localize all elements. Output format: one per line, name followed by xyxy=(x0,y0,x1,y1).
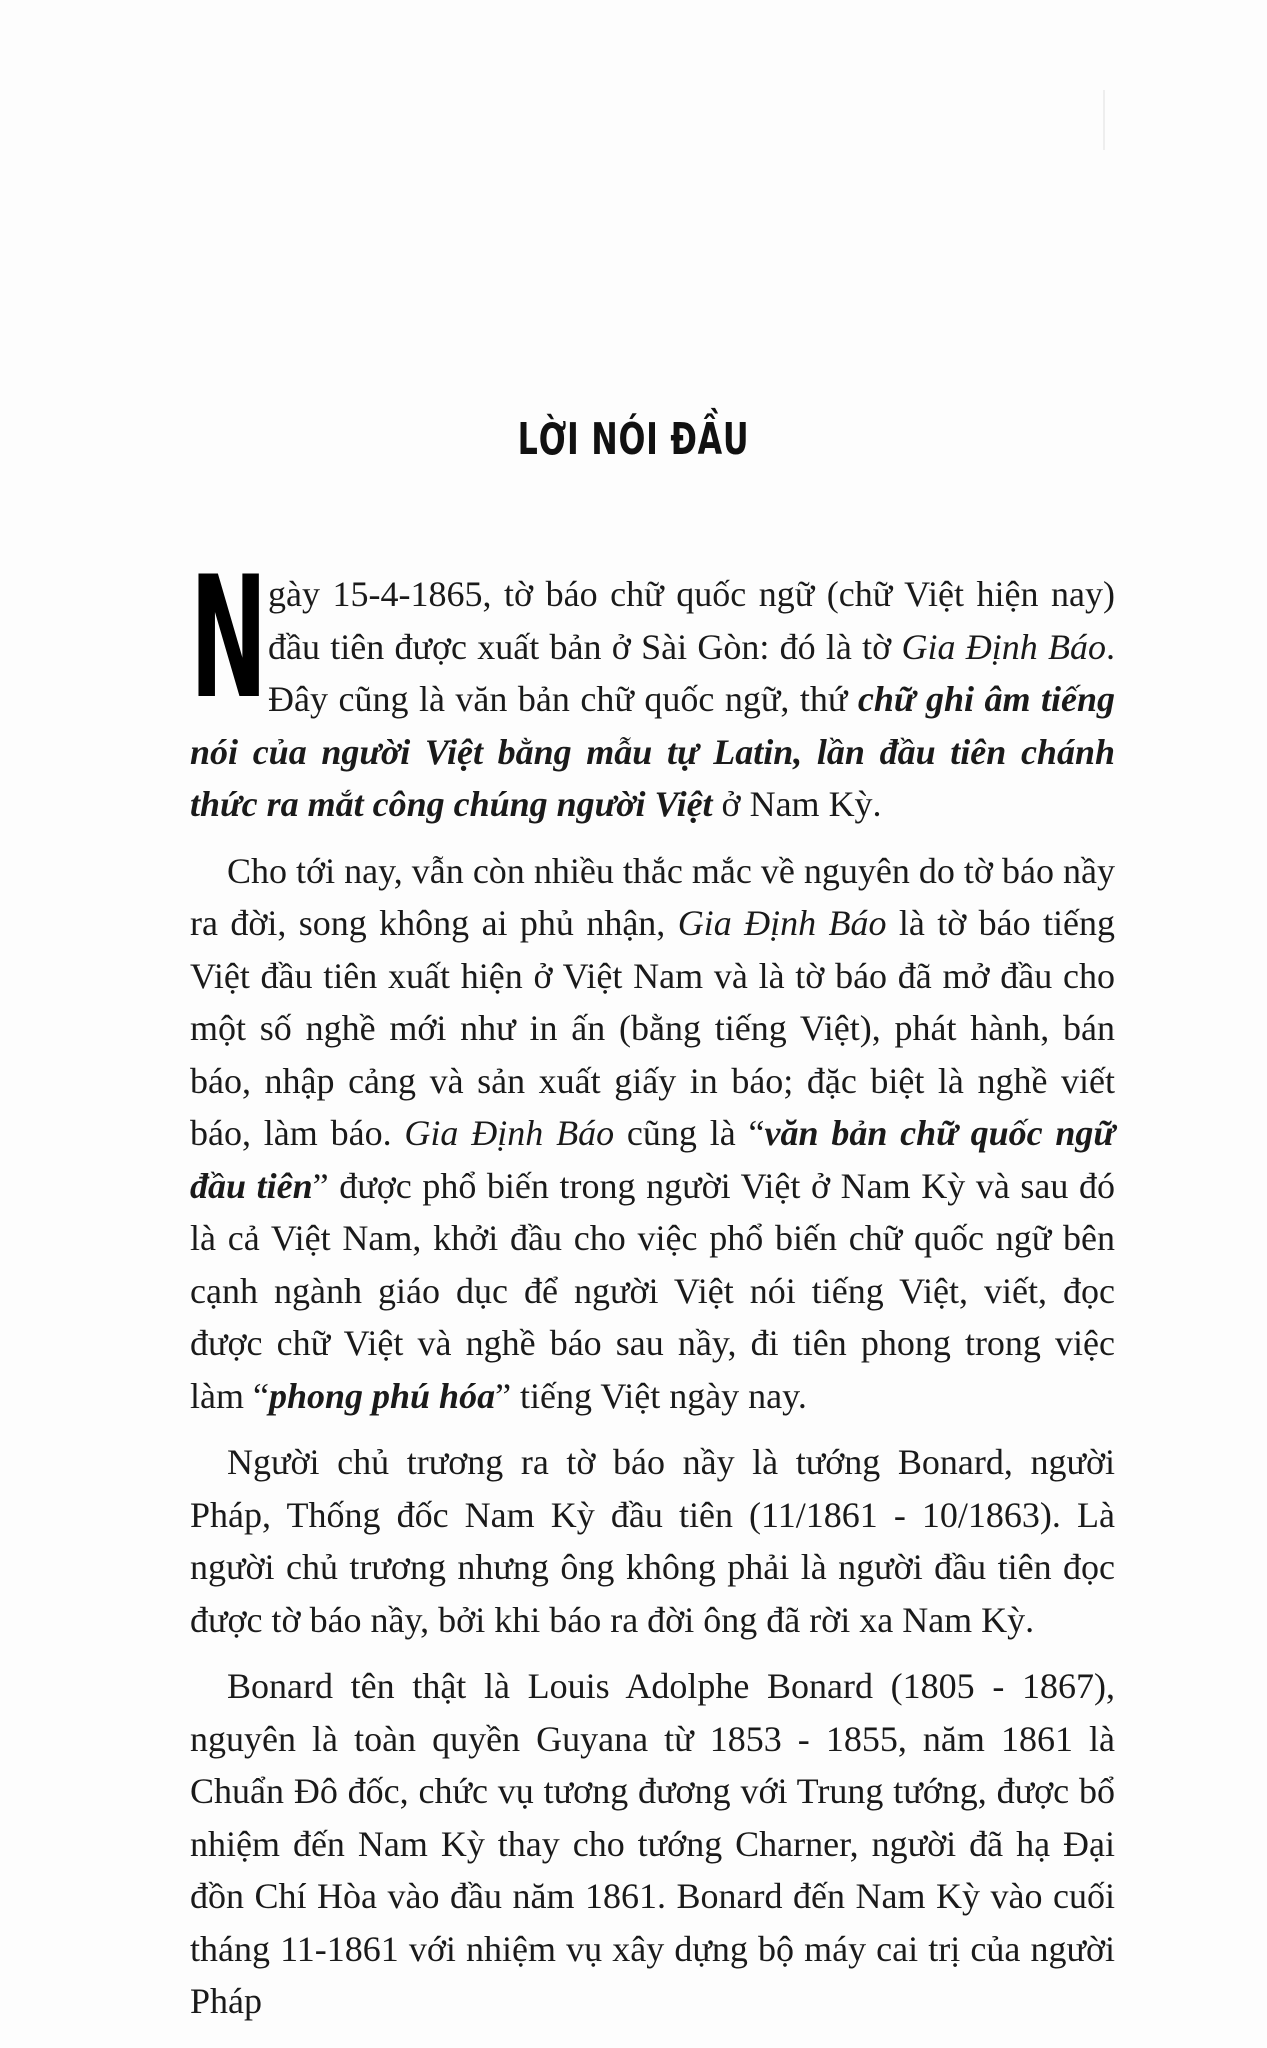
text-run: Bonard tên thật là Louis Adolphe Bonard (1805 - 1867), nguyên là toàn quyền Guyana từ 1853 - 1855, năm 1861 là Chuẩn Đô đốc, chức vụ tương đương với Trung tướng, được bổ nhiệm đến Nam Kỳ thay cho tướng Charner, người đã hạ Đại đồn Chí Hòa vào đầu năm 1861. Bonard đến Nam Kỳ vào cuối tháng 11-1861 với nhiệm vụ xây dựng bộ máy cai trị của người Pháp xyxy=(190,1666,1115,2021)
paragraph-2 xyxy=(190,845,1115,1423)
italic-title: Gia Định Báo xyxy=(901,626,1106,667)
emphasis-text: phong phú hóa xyxy=(268,1375,496,1416)
emphasis-text: chữ ghi âm tiếng nói của người Việt bằng mẫu tự Latin, lần đầu tiên chánh thức ra mắt công chúng người Việt xyxy=(190,679,1115,824)
text-run: là tờ báo tiếng Việt đầu tiên xuất hiện ở Việt Nam và là tờ báo đã mở đầu cho một số nghề mới như in ấn (bằng tiếng Việt), phát hành, bán báo, nhập cảng và sản xuất giấy in báo; đặc biệt là nghề viết báo, làm báo. xyxy=(190,903,1115,1153)
header-rule xyxy=(1103,90,1105,150)
body-text xyxy=(190,540,1115,2042)
paragraph-1 xyxy=(190,540,1115,831)
italic-title: Gia Định Báo xyxy=(677,903,887,943)
emphasis-text: văn bản chữ quốc ngữ đầu tiên xyxy=(190,1113,1115,1206)
page-title: LỜI NÓI ĐẦU xyxy=(517,414,750,466)
text-run: Người chủ trương ra tờ báo nầy là tướng Bonard, người Pháp, Thống đốc Nam Kỳ đầu tiên (11/1861 - 10/1863). Là người chủ trương nhưng ông không phải là người đầu tiên đọc được tờ báo nầy, bởi khi báo ra đời ông đã rời xa Nam Kỳ. xyxy=(190,1442,1115,1640)
text-run: gày 15-4-1865, tờ báo chữ quốc ngữ (chữ Việt hiện nay) đầu tiên được xuất bản ở Sài Gòn: đó là tờ xyxy=(268,574,1115,667)
text-run: ” được phổ biến trong người Việt ở Nam Kỳ và sau đó là cả Việt Nam, khởi đầu cho việc phổ biến chữ quốc ngữ bên cạnh ngành giáo dục để người Việt nói tiếng Việt, viết, đọc được chữ Việt và nghề báo sau nầy, đi tiên phong trong việc làm “ xyxy=(190,1165,1115,1416)
text-run: . Đây cũng là văn bản chữ quốc ngữ, thứ xyxy=(268,626,1115,719)
paragraph-3 xyxy=(190,1436,1115,1646)
paragraph-4 xyxy=(190,1660,1115,2028)
italic-title: Gia Định Báo xyxy=(404,1113,615,1153)
text-run: Cho tới nay, vẫn còn nhiều thắc mắc về nguyên do tờ báo nầy ra đời, song không ai phủ nhận, xyxy=(190,850,1115,943)
text-run: cũng là “ xyxy=(614,1113,765,1153)
text-run: ở Nam Kỳ. xyxy=(712,784,882,824)
drop-cap: N xyxy=(190,540,268,736)
text-run: ” tiếng Việt ngày nay. xyxy=(495,1375,807,1416)
